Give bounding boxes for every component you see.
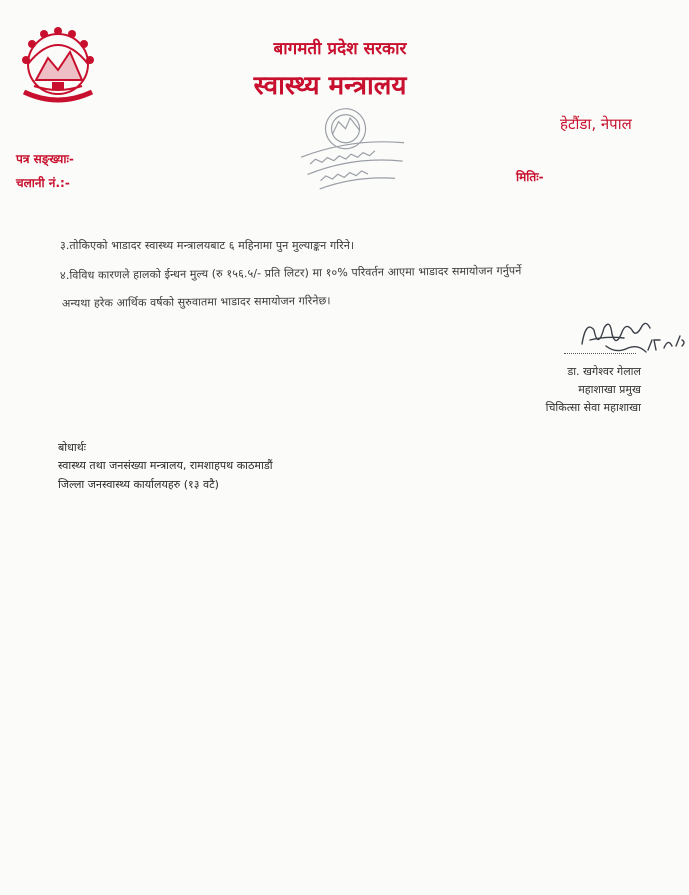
reference-number-label: पत्र सङ्ख्याः- xyxy=(16,152,74,166)
signatory-name: डा. खगेश्वर गेलाल xyxy=(567,365,641,378)
signatory-division: चिकित्सा सेवा महाशाखा xyxy=(545,401,641,414)
body-point-4-line-1: ४.विविध कारणले हालको ईन्धन मुल्य (रु १५६.५/- प्रति लिटर) मा १०% परिवर्तन आएमा भाडादर समायोजन गर्नुपर्ने xyxy=(59,264,522,282)
office-location: हेटौंडा, नेपाल xyxy=(560,115,632,133)
ministry-name: स्वास्थ्य मन्त्रालय xyxy=(253,71,407,101)
handwritten-signature-icon xyxy=(576,310,688,362)
government-name: बागमती प्रदेश सरकार xyxy=(273,39,407,59)
cc-item: स्वास्थ्य तथा जनसंख्या मन्त्रालय, रामशाहपथ काठमाडौं xyxy=(58,459,273,472)
cc-item: जिल्ला जनस्वास्थ्य कार्यालयहरु (१३ वटै) xyxy=(58,478,219,491)
signatory-title: महाशाखा प्रमुख xyxy=(578,383,641,396)
date-label: मितिः- xyxy=(516,170,544,184)
cc-label: बोधार्थः xyxy=(58,441,86,454)
body-point-4-line-2: अन्यथा हरेक आर्थिक वर्षको सुरुवातमा भाडादर समायोजन गरिनेछ। xyxy=(61,294,331,310)
body-point-3: ३.तोकिएको भाडादर स्वास्थ्य मन्त्रालयबाट ६ महिनामा पुन मुल्याङ्कन गरिने। xyxy=(60,239,355,252)
dispatch-number-label: चलानी नं.:- xyxy=(16,176,70,190)
government-emblem-icon xyxy=(14,22,102,110)
signature-dotted-line xyxy=(564,353,636,354)
office-seal-icon xyxy=(294,98,410,194)
